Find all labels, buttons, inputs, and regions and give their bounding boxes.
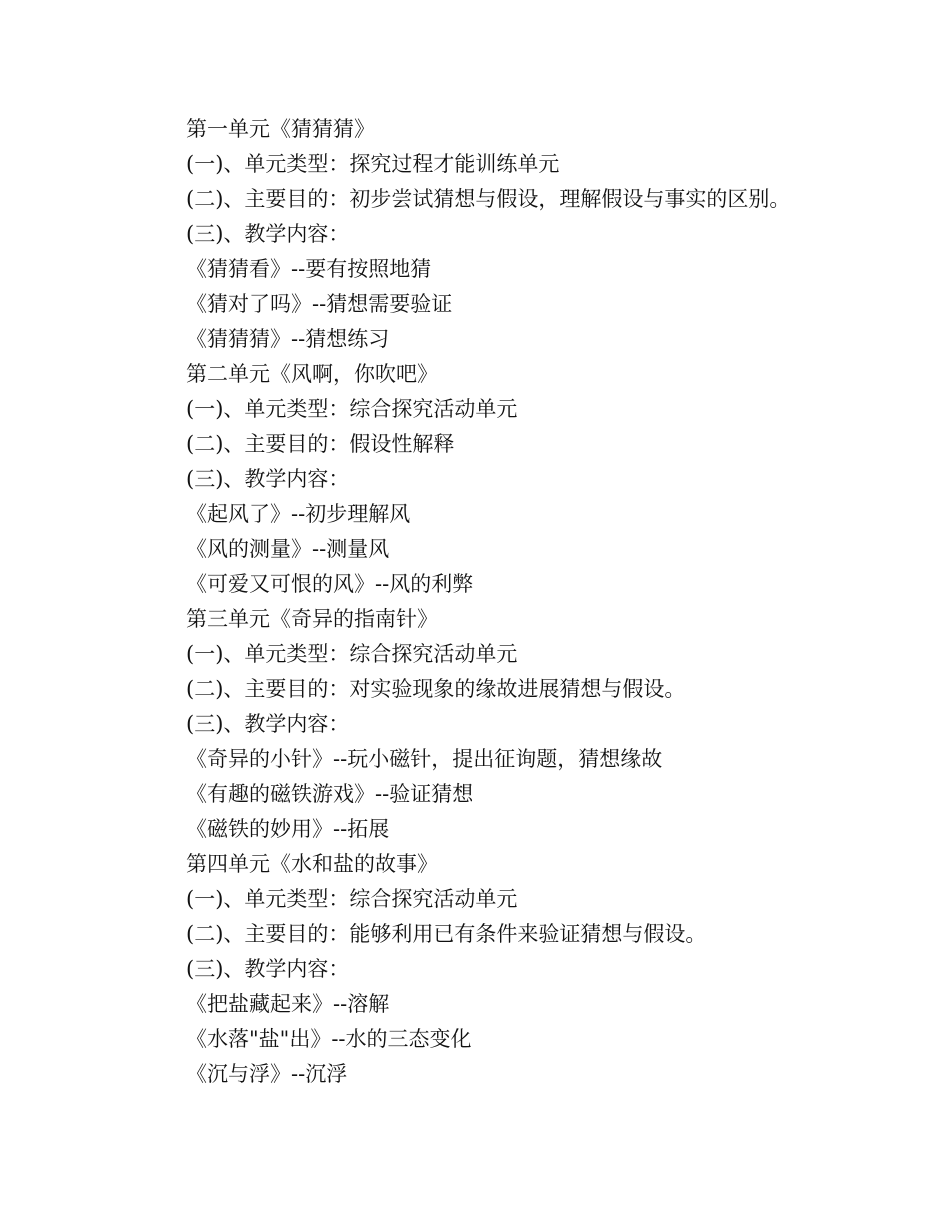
unit-2-content-label: (三)、教学内容： bbox=[186, 467, 350, 491]
unit-1-lesson-1: 《猜猜看》--要有按照地猜 bbox=[186, 257, 432, 281]
unit-1-type: (一)、单元类型：探究过程才能训练单元 bbox=[186, 152, 560, 176]
unit-3-type: (一)、单元类型：综合探究活动单元 bbox=[186, 642, 518, 666]
unit-4-lesson-3: 《沉与浮》--沉浮 bbox=[186, 1062, 348, 1086]
unit-2-type: (一)、单元类型：综合探究活动单元 bbox=[186, 397, 518, 421]
unit-4-lesson-2: 《水落"盐"出》--水的三态变化 bbox=[186, 1027, 472, 1051]
unit-2-lesson-2: 《风的测量》--测量风 bbox=[186, 537, 390, 561]
unit-4-heading: 第四单元《水和盐的故事》 bbox=[186, 852, 438, 876]
unit-1-goal: (二)、主要目的：初步尝试猜想与假设，理解假设与事实的区别。 bbox=[186, 187, 791, 211]
unit-3-heading: 第三单元《奇异的指南针》 bbox=[186, 607, 438, 631]
unit-2-lesson-1: 《起风了》--初步理解风 bbox=[186, 502, 411, 526]
unit-2-lesson-3: 《可爱又可恨的风》--风的利弊 bbox=[186, 572, 474, 596]
unit-4-goal: (二)、主要目的：能够利用已有条件来验证猜想与假设。 bbox=[186, 922, 707, 946]
unit-1-content-label: (三)、教学内容： bbox=[186, 222, 350, 246]
unit-4-lesson-1: 《把盐藏起来》--溶解 bbox=[186, 992, 390, 1016]
unit-3-lesson-2: 《有趣的磁铁游戏》--验证猜想 bbox=[186, 782, 474, 806]
unit-1-lesson-2: 《猜对了吗》--猜想需要验证 bbox=[186, 292, 453, 316]
unit-1-lesson-3: 《猜猜猜》--猜想练习 bbox=[186, 327, 390, 351]
unit-4-content-label: (三)、教学内容： bbox=[186, 957, 350, 981]
document-body bbox=[186, 112, 906, 1092]
unit-3-lesson-3: 《磁铁的妙用》--拓展 bbox=[186, 817, 390, 841]
unit-3-goal: (二)、主要目的：对实验现象的缘故进展猜想与假设。 bbox=[186, 677, 686, 701]
unit-2-goal: (二)、主要目的：假设性解释 bbox=[186, 432, 455, 456]
unit-3-lesson-1: 《奇异的小针》--玩小磁针，提出征询题，猜想缘故 bbox=[186, 747, 663, 771]
unit-2-heading: 第二单元《风啊，你吹吧》 bbox=[186, 362, 438, 386]
unit-1-heading: 第一单元《猜猜猜》 bbox=[186, 117, 375, 141]
unit-3-content-label: (三)、教学内容： bbox=[186, 712, 350, 736]
unit-4-type: (一)、单元类型：综合探究活动单元 bbox=[186, 887, 518, 911]
